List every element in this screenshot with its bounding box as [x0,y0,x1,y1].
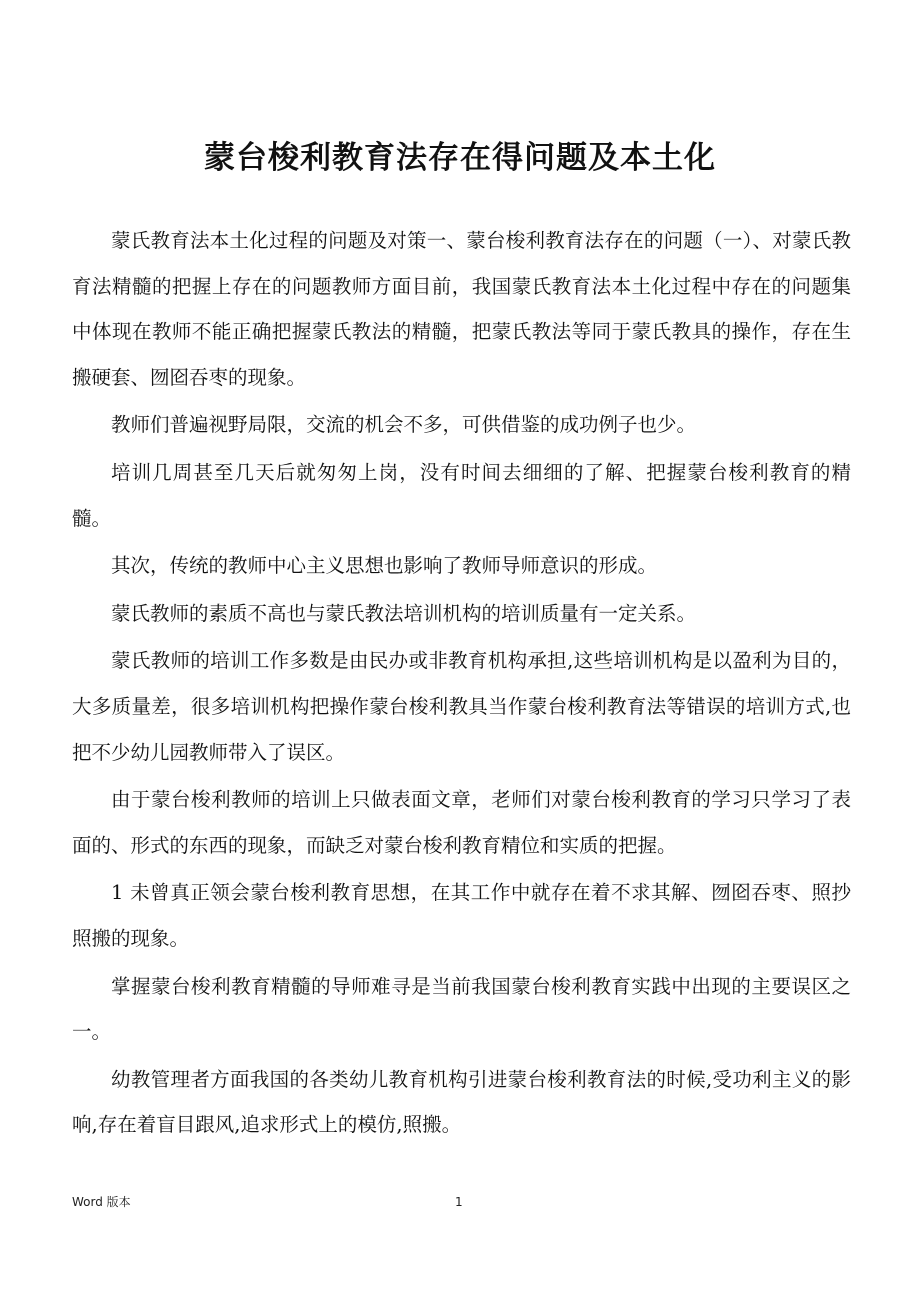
footer-label: Word 版本 [72,1195,131,1209]
paragraph: 蒙氏教师的培训工作多数是由民办或非教育机构承担,这些培训机构是以盈利为目的，大多质量差，很多培训机构把操作蒙台梭利教具当作蒙台梭利教育法等错误的培训方式,也把不少幼儿园教师带入了误区。 [72,649,851,764]
paragraph: 幼教管理者方面我国的各类幼儿教育机构引进蒙台梭利教育法的时候,受功利主义的影响,存在着盲目跟风,追求形式上的模仿,照搬。 [72,1067,851,1137]
paragraph: 掌握蒙台梭利教育精髓的导师难寻是当前我国蒙台梭利教育实践中出现的主要误区之一。 [72,974,851,1044]
document-title: 蒙台梭利教育法存在得问题及本土化 [204,140,716,176]
paragraph: 由于蒙台梭利教师的培训上只做表面文章，老师们对蒙台梭利教育的学习只学习了表面的、形式的东西的现象，而缺乏对蒙台梭利教育精位和实质的把握。 [72,788,851,857]
paragraph: 蒙氏教师的素质不高也与蒙氏教法培训机构的培训质量有一定关系。 [111,601,697,625]
paragraph: 培训几周甚至几天后就匆匆上岗，没有时间去细细的了解、把握蒙台梭利教育的精髓。 [72,460,851,530]
page-number: 1 [455,1195,463,1209]
document-body [72,218,851,1150]
paragraph: 蒙氏教育法本土化过程的问题及对策一、蒙台梭利教育法存在的问题（一）、对蒙氏教育法精髓的把握上存在的问题教师方面目前，我国蒙氏教育法本土化过程中存在的问题集中体现在教师不能正确把握蒙氏教法的精髓，把蒙氏教法等同于蒙氏教具的操作，存在生搬硬套、囫囵吞枣的现象。 [72,229,851,389]
paragraph: 1 未曾真正领会蒙台梭利教育思想，在其工作中就存在着不求其解、囫囵吞枣、照抄照搬的现象。 [72,881,851,950]
paragraph: 其次，传统的教师中心主义思想也影响了教师导师意识的形成。 [111,554,658,578]
paragraph: 教师们普遍视野局限，交流的机会不多，可供借鉴的成功例子也少。 [111,413,697,437]
